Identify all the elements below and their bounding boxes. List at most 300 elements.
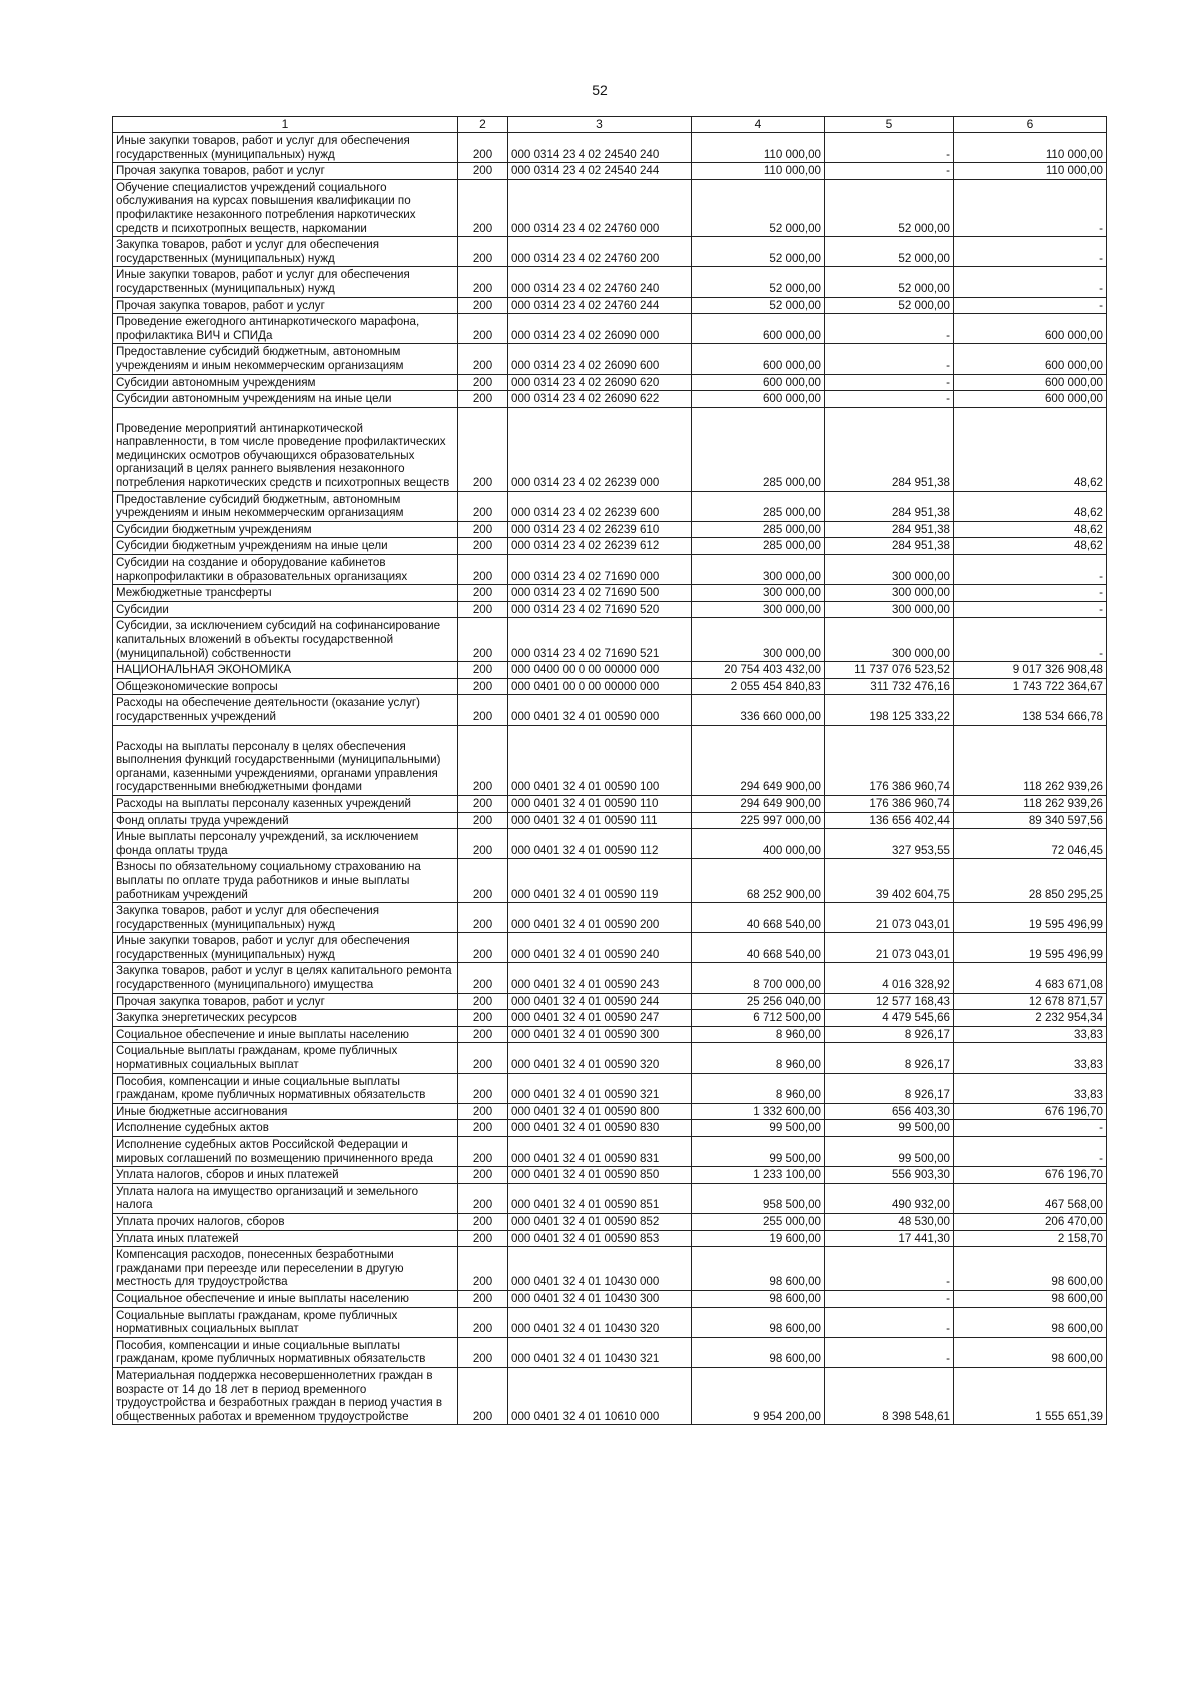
budget-table (112, 116, 1107, 1425)
row-executed: 11 737 076 523,52 (825, 662, 954, 679)
row-name: Субсидии автономным учреждениям (113, 374, 458, 391)
row-executed: 327 953,55 (825, 829, 954, 859)
row-kbk: 000 0314 23 4 02 26239 610 (508, 521, 692, 538)
row-plan: 294 649 900,00 (692, 795, 825, 812)
row-remaining: 600 000,00 (954, 344, 1107, 374)
row-plan: 52 000,00 (692, 179, 825, 236)
row-name: НАЦИОНАЛЬНАЯ ЭКОНОМИКА (113, 662, 458, 679)
row-name: Прочая закупка товаров, работ и услуг (113, 163, 458, 180)
row-code: 200 (458, 993, 508, 1010)
row-name: Субсидии бюджетным учреждениям на иные цели (113, 538, 458, 555)
row-plan: 300 000,00 (692, 585, 825, 602)
row-kbk: 000 0314 23 4 02 71690 520 (508, 601, 692, 618)
row-code: 200 (458, 1026, 508, 1043)
row-kbk: 000 0401 32 4 01 10430 320 (508, 1307, 692, 1337)
table-row (113, 1026, 1107, 1043)
row-code: 200 (458, 601, 508, 618)
row-remaining: 33,83 (954, 1026, 1107, 1043)
row-remaining: 48,62 (954, 407, 1107, 491)
row-remaining: 48,62 (954, 491, 1107, 521)
row-name: Пособия, компенсации и иные социальные выплаты гражданам, кроме публичных нормативных обязательств (113, 1073, 458, 1103)
row-executed: 198 125 333,22 (825, 695, 954, 725)
row-plan: 958 500,00 (692, 1183, 825, 1213)
row-name: Иные выплаты персоналу учреждений, за исключением фонда оплаты труда (113, 829, 458, 859)
row-name: Материальная поддержка несовершеннолетних граждан в возрасте от 14 до 18 лет в период временного трудоустройства и безработных граждан в период участия в общественных работах и временном трудоустройстве (113, 1367, 458, 1424)
row-code: 200 (458, 859, 508, 903)
row-executed: 656 403,30 (825, 1103, 954, 1120)
row-name: Пособия, компенсации и иные социальные выплаты гражданам, кроме публичных нормативных обязательств (113, 1337, 458, 1367)
row-code: 200 (458, 1307, 508, 1337)
row-remaining: 2 232 954,34 (954, 1010, 1107, 1027)
row-plan: 20 754 403 432,00 (692, 662, 825, 679)
row-executed: - (825, 374, 954, 391)
row-remaining: 98 600,00 (954, 1247, 1107, 1291)
row-name: Общеэкономические вопросы (113, 678, 458, 695)
table-row (113, 1337, 1107, 1367)
table-row (113, 795, 1107, 812)
row-executed: - (825, 314, 954, 344)
row-code: 200 (458, 1213, 508, 1230)
row-kbk: 000 0314 23 4 02 24540 244 (508, 163, 692, 180)
header-col-1: 1 (113, 117, 458, 133)
table-row (113, 1367, 1107, 1424)
table-row (113, 662, 1107, 679)
row-executed: 176 386 960,74 (825, 795, 954, 812)
row-name: Закупка энергетических ресурсов (113, 1010, 458, 1027)
row-remaining: 12 678 871,57 (954, 993, 1107, 1010)
row-plan: 285 000,00 (692, 407, 825, 491)
row-name: Обучение специалистов учреждений социального обслуживания на курсах повышения квалификации по профилактике незаконного потребления наркотических средств и психотропных веществ, наркомании (113, 179, 458, 236)
row-code: 200 (458, 662, 508, 679)
table-row (113, 237, 1107, 267)
row-remaining: 676 196,70 (954, 1167, 1107, 1184)
row-name: Предоставление субсидий бюджетным, автономным учреждениям и иным некоммерческим организациям (113, 344, 458, 374)
row-name: Субсидии, за исключением субсидий на софинансирование капитальных вложений в объекты государственной (муниципальной) собственности (113, 618, 458, 662)
row-executed: - (825, 391, 954, 408)
row-name: Закупка товаров, работ и услуг для обеспечения государственных (муниципальных) нужд (113, 237, 458, 267)
table-row (113, 1183, 1107, 1213)
row-executed: - (825, 1337, 954, 1367)
row-kbk: 000 0401 32 4 01 00590 111 (508, 812, 692, 829)
header-col-6: 6 (954, 117, 1107, 133)
row-name: Прочая закупка товаров, работ и услуг (113, 297, 458, 314)
row-executed: 21 073 043,01 (825, 903, 954, 933)
row-code: 200 (458, 1367, 508, 1424)
row-kbk: 000 0401 32 4 01 00590 000 (508, 695, 692, 725)
row-executed: 39 402 604,75 (825, 859, 954, 903)
row-code: 200 (458, 237, 508, 267)
row-kbk: 000 0314 23 4 02 26239 600 (508, 491, 692, 521)
row-executed: 556 903,30 (825, 1167, 954, 1184)
row-kbk: 000 0314 23 4 02 24760 200 (508, 237, 692, 267)
table-row (113, 521, 1107, 538)
row-name: Проведение ежегодного антинаркотического марафона, профилактика ВИЧ и СПИДа (113, 314, 458, 344)
row-name: Предоставление субсидий бюджетным, автономным учреждениям и иным некоммерческим организациям (113, 491, 458, 521)
row-plan: 8 700 000,00 (692, 963, 825, 993)
header-row (113, 117, 1107, 133)
row-name: Расходы на выплаты персоналу казенных учреждений (113, 795, 458, 812)
row-remaining: 206 470,00 (954, 1213, 1107, 1230)
row-code: 200 (458, 267, 508, 297)
row-plan: 1 332 600,00 (692, 1103, 825, 1120)
row-executed: - (825, 344, 954, 374)
table-row (113, 1120, 1107, 1137)
row-executed: 52 000,00 (825, 297, 954, 314)
table-row (113, 267, 1107, 297)
row-code: 200 (458, 538, 508, 555)
row-code: 200 (458, 933, 508, 963)
table-row (113, 678, 1107, 695)
row-remaining: - (954, 179, 1107, 236)
row-kbk: 000 0401 32 4 01 00590 320 (508, 1043, 692, 1073)
row-code: 200 (458, 555, 508, 585)
row-plan: 110 000,00 (692, 163, 825, 180)
row-remaining: - (954, 267, 1107, 297)
row-executed: 52 000,00 (825, 237, 954, 267)
row-remaining: 48,62 (954, 521, 1107, 538)
row-name: Иные закупки товаров, работ и услуг для обеспечения государственных (муниципальных) нужд (113, 133, 458, 163)
table-row (113, 1073, 1107, 1103)
row-plan: 40 668 540,00 (692, 903, 825, 933)
row-plan: 225 997 000,00 (692, 812, 825, 829)
row-executed: 300 000,00 (825, 601, 954, 618)
row-remaining: 110 000,00 (954, 163, 1107, 180)
row-name: Социальное обеспечение и иные выплаты населению (113, 1290, 458, 1307)
row-plan: 300 000,00 (692, 618, 825, 662)
row-code: 200 (458, 618, 508, 662)
row-executed: 48 530,00 (825, 1213, 954, 1230)
row-kbk: 000 0400 00 0 00 00000 000 (508, 662, 692, 679)
row-plan: 98 600,00 (692, 1307, 825, 1337)
row-executed: 52 000,00 (825, 179, 954, 236)
row-kbk: 000 0401 32 4 01 00590 850 (508, 1167, 692, 1184)
row-executed: - (825, 1290, 954, 1307)
row-executed: 17 441,30 (825, 1230, 954, 1247)
row-kbk: 000 0401 32 4 01 00590 240 (508, 933, 692, 963)
table-row (113, 903, 1107, 933)
row-plan: 99 500,00 (692, 1137, 825, 1167)
row-code: 200 (458, 344, 508, 374)
table-row (113, 1290, 1107, 1307)
row-kbk: 000 0401 32 4 01 00590 300 (508, 1026, 692, 1043)
row-executed: 311 732 476,16 (825, 678, 954, 695)
row-name: Расходы на выплаты персоналу в целях обеспечения выполнения функций государственными (муниципальными) органами, казенными учреждениями, органами управления государственными внебюджетными фондами (113, 725, 458, 795)
row-kbk: 000 0401 32 4 01 00590 831 (508, 1137, 692, 1167)
row-plan: 25 256 040,00 (692, 993, 825, 1010)
row-code: 200 (458, 829, 508, 859)
row-remaining: 98 600,00 (954, 1307, 1107, 1337)
row-executed: 136 656 402,44 (825, 812, 954, 829)
row-executed: 99 500,00 (825, 1120, 954, 1137)
row-remaining: 48,62 (954, 538, 1107, 555)
table-row (113, 1010, 1107, 1027)
row-executed: 8 926,17 (825, 1026, 954, 1043)
row-code: 200 (458, 678, 508, 695)
row-kbk: 000 0314 23 4 02 26090 000 (508, 314, 692, 344)
row-kbk: 000 0401 32 4 01 00590 200 (508, 903, 692, 933)
row-name: Субсидии (113, 601, 458, 618)
row-executed: 284 951,38 (825, 491, 954, 521)
row-code: 200 (458, 1043, 508, 1073)
row-code: 200 (458, 963, 508, 993)
row-plan: 600 000,00 (692, 344, 825, 374)
row-remaining: - (954, 1137, 1107, 1167)
row-kbk: 000 0314 23 4 02 24540 240 (508, 133, 692, 163)
row-plan: 8 960,00 (692, 1026, 825, 1043)
row-executed: 8 398 548,61 (825, 1367, 954, 1424)
row-code: 200 (458, 1137, 508, 1167)
row-name: Субсидии автономным учреждениям на иные цели (113, 391, 458, 408)
row-executed: 300 000,00 (825, 585, 954, 602)
row-plan: 1 233 100,00 (692, 1167, 825, 1184)
row-name: Фонд оплаты труда учреждений (113, 812, 458, 829)
table-row (113, 695, 1107, 725)
row-name: Иные закупки товаров, работ и услуг для обеспечения государственных (муниципальных) нужд (113, 933, 458, 963)
table-row (113, 391, 1107, 408)
row-remaining: - (954, 1120, 1107, 1137)
row-remaining: 2 158,70 (954, 1230, 1107, 1247)
row-plan: 52 000,00 (692, 237, 825, 267)
table-row (113, 993, 1107, 1010)
row-plan: 285 000,00 (692, 521, 825, 538)
row-plan: 8 960,00 (692, 1043, 825, 1073)
row-executed: 21 073 043,01 (825, 933, 954, 963)
row-kbk: 000 0401 32 4 01 10430 000 (508, 1247, 692, 1291)
row-executed: 8 926,17 (825, 1073, 954, 1103)
table-row (113, 1213, 1107, 1230)
row-remaining: 118 262 939,26 (954, 725, 1107, 795)
row-code: 200 (458, 1230, 508, 1247)
table-row (113, 297, 1107, 314)
row-name: Закупка товаров, работ и услуг для обеспечения государственных (муниципальных) нужд (113, 903, 458, 933)
row-plan: 6 712 500,00 (692, 1010, 825, 1027)
table-row (113, 963, 1107, 993)
row-remaining: - (954, 618, 1107, 662)
table-row (113, 1167, 1107, 1184)
row-code: 200 (458, 1120, 508, 1137)
row-executed: - (825, 133, 954, 163)
row-remaining: 600 000,00 (954, 391, 1107, 408)
header-col-4: 4 (692, 117, 825, 133)
row-name: Взносы по обязательному социальному страхованию на выплаты по оплате труда работников и иные выплаты работникам учреждений (113, 859, 458, 903)
row-code: 200 (458, 1183, 508, 1213)
row-name: Уплата налогов, сборов и иных платежей (113, 1167, 458, 1184)
row-code: 200 (458, 374, 508, 391)
row-kbk: 000 0401 32 4 01 00590 112 (508, 829, 692, 859)
row-name: Закупка товаров, работ и услуг в целях капитального ремонта государственного (муниципального) имущества (113, 963, 458, 993)
row-kbk: 000 0314 23 4 02 24760 244 (508, 297, 692, 314)
row-remaining: 467 568,00 (954, 1183, 1107, 1213)
row-kbk: 000 0401 32 4 01 00590 830 (508, 1120, 692, 1137)
table-row (113, 1230, 1107, 1247)
row-code: 200 (458, 133, 508, 163)
table-row (113, 1307, 1107, 1337)
table-row (113, 555, 1107, 585)
row-code: 200 (458, 1073, 508, 1103)
row-plan: 8 960,00 (692, 1073, 825, 1103)
row-code: 200 (458, 903, 508, 933)
row-kbk: 000 0401 00 0 00 00000 000 (508, 678, 692, 695)
table-row (113, 1103, 1107, 1120)
row-kbk: 000 0401 32 4 01 00590 851 (508, 1183, 692, 1213)
row-kbk: 000 0401 32 4 01 00590 800 (508, 1103, 692, 1120)
header-col-5: 5 (825, 117, 954, 133)
row-name: Субсидии на создание и оборудование кабинетов наркопрофилактики в образовательных организациях (113, 555, 458, 585)
page-number: 52 (592, 82, 608, 98)
row-kbk: 000 0401 32 4 01 00590 852 (508, 1213, 692, 1230)
row-name: Проведение мероприятий антинаркотической направленности, в том числе проведение профилактических медицинских осмотров обучающихся образовательных организаций в целях раннего выявления незаконного потребления наркотических средств и психотропных веществ (113, 407, 458, 491)
row-plan: 255 000,00 (692, 1213, 825, 1230)
table-row (113, 618, 1107, 662)
row-code: 200 (458, 521, 508, 538)
table-row (113, 725, 1107, 795)
row-plan: 52 000,00 (692, 297, 825, 314)
row-executed: 8 926,17 (825, 1043, 954, 1073)
row-name: Иные бюджетные ассигнования (113, 1103, 458, 1120)
row-executed: 300 000,00 (825, 618, 954, 662)
row-remaining: 19 595 496,99 (954, 933, 1107, 963)
row-remaining: 98 600,00 (954, 1290, 1107, 1307)
row-name: Субсидии бюджетным учреждениям (113, 521, 458, 538)
row-executed: 284 951,38 (825, 538, 954, 555)
row-code: 200 (458, 179, 508, 236)
row-plan: 285 000,00 (692, 491, 825, 521)
row-remaining: 19 595 496,99 (954, 903, 1107, 933)
row-code: 200 (458, 297, 508, 314)
row-remaining: 89 340 597,56 (954, 812, 1107, 829)
row-code: 200 (458, 1103, 508, 1120)
row-kbk: 000 0314 23 4 02 71690 500 (508, 585, 692, 602)
row-kbk: 000 0401 32 4 01 00590 247 (508, 1010, 692, 1027)
table-row (113, 344, 1107, 374)
row-kbk: 000 0401 32 4 01 00590 853 (508, 1230, 692, 1247)
table-row (113, 1137, 1107, 1167)
row-name: Межбюджетные трансферты (113, 585, 458, 602)
row-kbk: 000 0314 23 4 02 26239 612 (508, 538, 692, 555)
row-executed: - (825, 163, 954, 180)
table-row (113, 407, 1107, 491)
table-row (113, 133, 1107, 163)
table-row (113, 179, 1107, 236)
row-kbk: 000 0314 23 4 02 26090 620 (508, 374, 692, 391)
row-code: 200 (458, 163, 508, 180)
row-code: 200 (458, 1247, 508, 1291)
row-plan: 400 000,00 (692, 829, 825, 859)
row-code: 200 (458, 1290, 508, 1307)
row-remaining: 600 000,00 (954, 374, 1107, 391)
row-remaining: 1 555 651,39 (954, 1367, 1107, 1424)
table-row (113, 1247, 1107, 1291)
row-kbk: 000 0401 32 4 01 10430 321 (508, 1337, 692, 1367)
row-plan: 285 000,00 (692, 538, 825, 555)
table-body (113, 133, 1107, 1425)
row-executed: - (825, 1247, 954, 1291)
row-name: Исполнение судебных актов Российской Федерации и мировых соглашений по возмещению причиненного вреда (113, 1137, 458, 1167)
row-name: Социальные выплаты гражданам, кроме публичных нормативных социальных выплат (113, 1307, 458, 1337)
table-row (113, 812, 1107, 829)
row-kbk: 000 0401 32 4 01 00590 244 (508, 993, 692, 1010)
table-row (113, 829, 1107, 859)
row-kbk: 000 0314 23 4 02 26239 000 (508, 407, 692, 491)
row-plan: 99 500,00 (692, 1120, 825, 1137)
row-remaining: 33,83 (954, 1073, 1107, 1103)
header-col-3: 3 (508, 117, 692, 133)
row-code: 200 (458, 695, 508, 725)
row-plan: 40 668 540,00 (692, 933, 825, 963)
row-name: Уплата прочих налогов, сборов (113, 1213, 458, 1230)
row-executed: 4 479 545,66 (825, 1010, 954, 1027)
row-executed: 300 000,00 (825, 555, 954, 585)
row-name: Социальное обеспечение и иные выплаты населению (113, 1026, 458, 1043)
row-code: 200 (458, 1167, 508, 1184)
row-remaining: 72 046,45 (954, 829, 1107, 859)
row-plan: 2 055 454 840,83 (692, 678, 825, 695)
row-code: 200 (458, 491, 508, 521)
row-remaining: 1 743 722 364,67 (954, 678, 1107, 695)
table-row (113, 585, 1107, 602)
row-code: 200 (458, 725, 508, 795)
row-remaining: 676 196,70 (954, 1103, 1107, 1120)
row-code: 200 (458, 1337, 508, 1367)
row-kbk: 000 0314 23 4 02 24760 240 (508, 267, 692, 297)
table-row (113, 538, 1107, 555)
row-remaining: 28 850 295,25 (954, 859, 1107, 903)
row-plan: 300 000,00 (692, 601, 825, 618)
row-name: Социальные выплаты гражданам, кроме публичных нормативных социальных выплат (113, 1043, 458, 1073)
row-code: 200 (458, 1010, 508, 1027)
header-col-2: 2 (458, 117, 508, 133)
table-row (113, 491, 1107, 521)
row-kbk: 000 0401 32 4 01 00590 100 (508, 725, 692, 795)
table-row (113, 163, 1107, 180)
row-plan: 52 000,00 (692, 267, 825, 297)
row-plan: 19 600,00 (692, 1230, 825, 1247)
row-remaining: 600 000,00 (954, 314, 1107, 344)
row-executed: 52 000,00 (825, 267, 954, 297)
row-remaining: - (954, 297, 1107, 314)
table-row (113, 933, 1107, 963)
row-plan: 294 649 900,00 (692, 725, 825, 795)
row-plan: 300 000,00 (692, 555, 825, 585)
row-plan: 110 000,00 (692, 133, 825, 163)
row-kbk: 000 0314 23 4 02 26090 622 (508, 391, 692, 408)
row-kbk: 000 0314 23 4 02 71690 521 (508, 618, 692, 662)
table-row (113, 1043, 1107, 1073)
row-name: Уплата налога на имущество организаций и земельного налога (113, 1183, 458, 1213)
row-remaining: 118 262 939,26 (954, 795, 1107, 812)
row-plan: 336 660 000,00 (692, 695, 825, 725)
table-row (113, 314, 1107, 344)
row-kbk: 000 0314 23 4 02 26090 600 (508, 344, 692, 374)
row-remaining: 98 600,00 (954, 1337, 1107, 1367)
row-code: 200 (458, 812, 508, 829)
row-executed: 4 016 328,92 (825, 963, 954, 993)
row-code: 200 (458, 795, 508, 812)
row-executed: 176 386 960,74 (825, 725, 954, 795)
row-plan: 9 954 200,00 (692, 1367, 825, 1424)
row-code: 200 (458, 314, 508, 344)
row-executed: 12 577 168,43 (825, 993, 954, 1010)
row-remaining: 138 534 666,78 (954, 695, 1107, 725)
row-remaining: - (954, 601, 1107, 618)
row-kbk: 000 0401 32 4 01 00590 243 (508, 963, 692, 993)
row-kbk: 000 0314 23 4 02 71690 000 (508, 555, 692, 585)
row-executed: 490 932,00 (825, 1183, 954, 1213)
row-kbk: 000 0401 32 4 01 10610 000 (508, 1367, 692, 1424)
row-executed: 284 951,38 (825, 521, 954, 538)
row-remaining: - (954, 585, 1107, 602)
row-plan: 68 252 900,00 (692, 859, 825, 903)
